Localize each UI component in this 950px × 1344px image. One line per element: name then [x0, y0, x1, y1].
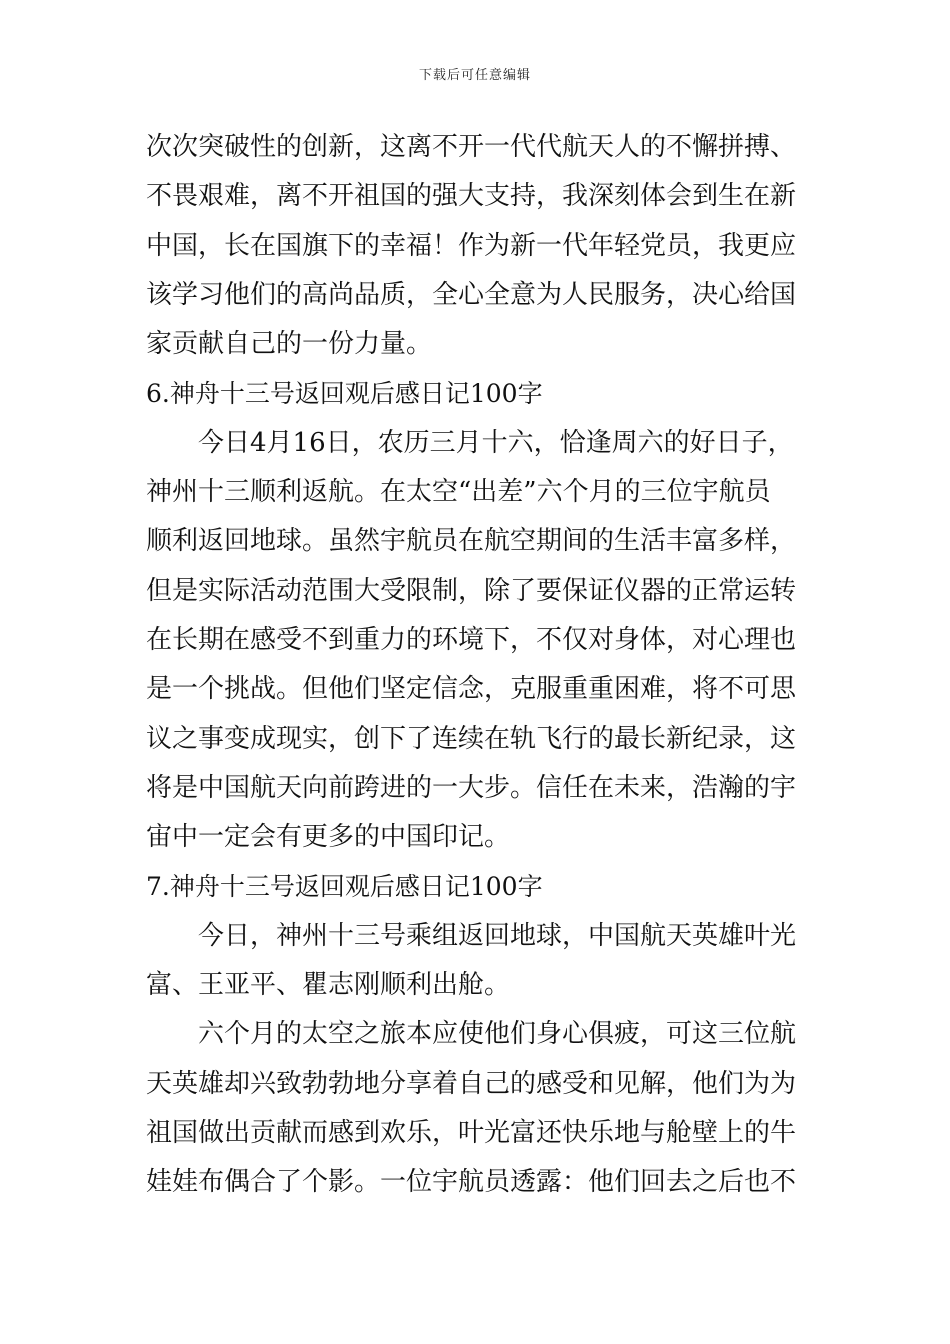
- paragraph-line: 中国，长在国旗下的幸福！作为新一代年轻党员，我更应: [146, 230, 797, 261]
- paragraph-line: 天英雄却兴致勃勃地分享着自己的感受和见解，他们为为: [146, 1068, 797, 1099]
- paragraph-line: 今日4月16日，农历三月十六，恰逢周六的好日子，: [198, 427, 794, 458]
- paragraph-line: 祖国做出贡献而感到欢乐，叶光富还快乐地与舱壁上的牛: [146, 1117, 797, 1148]
- paragraph-line: 宙中一定会有更多的中国印记。: [146, 822, 511, 853]
- paragraph-line: 六个月的太空之旅本应使他们身心俱疲，可这三位航: [198, 1019, 797, 1050]
- paragraph-line: 顺利返回地球。虽然宇航员在航空期间的生活丰富多样，: [146, 526, 797, 557]
- document-body: [146, 123, 808, 1208]
- section-heading-6: 6.神舟十三号返回观后感日记100字: [146, 379, 543, 409]
- paragraph-line: 在长期在感受不到重力的环境下，不仅对身体，对心理也: [146, 624, 797, 655]
- section-heading-7: 7.神舟十三号返回观后感日记100字: [146, 872, 543, 902]
- paragraph-line: 不畏艰难，离不开祖国的强大支持，我深刻体会到生在新: [146, 181, 797, 212]
- paragraph-line: 今日，神州十三号乘组返回地球，中国航天英雄叶光: [198, 920, 797, 951]
- paragraph-line: 神州十三顺利返航。在太空“出差”六个月的三位宇航员: [146, 477, 771, 508]
- paragraph-line: 将是中国航天向前跨进的一大步。信任在未来，浩瀚的宇: [146, 772, 797, 803]
- paragraph-line: 富、王亚平、瞿志刚顺利出舱。: [146, 970, 511, 1001]
- paragraph-line: 该学习他们的高尚品质，全心全意为人民服务，决心给国: [146, 279, 797, 310]
- paragraph-line: 但是实际活动范围大受限制，除了要保证仪器的正常运转: [146, 575, 797, 606]
- paragraph-line: 娃娃布偶合了个影。一位宇航员透露：他们回去之后也不: [146, 1167, 797, 1198]
- paragraph-line: 是一个挑战。但他们坚定信念，克服重重困难，将不可思: [146, 674, 797, 705]
- page-header: 下载后可任意编辑: [418, 68, 531, 83]
- paragraph-line: 议之事变成现实，创下了连续在轨飞行的最长新纪录，这: [146, 723, 797, 754]
- paragraph-line: 次次突破性的创新，这离不开一代代航天人的不懈拼搏、: [146, 132, 797, 162]
- paragraph-line: 家贡献自己的一份力量。: [146, 329, 433, 360]
